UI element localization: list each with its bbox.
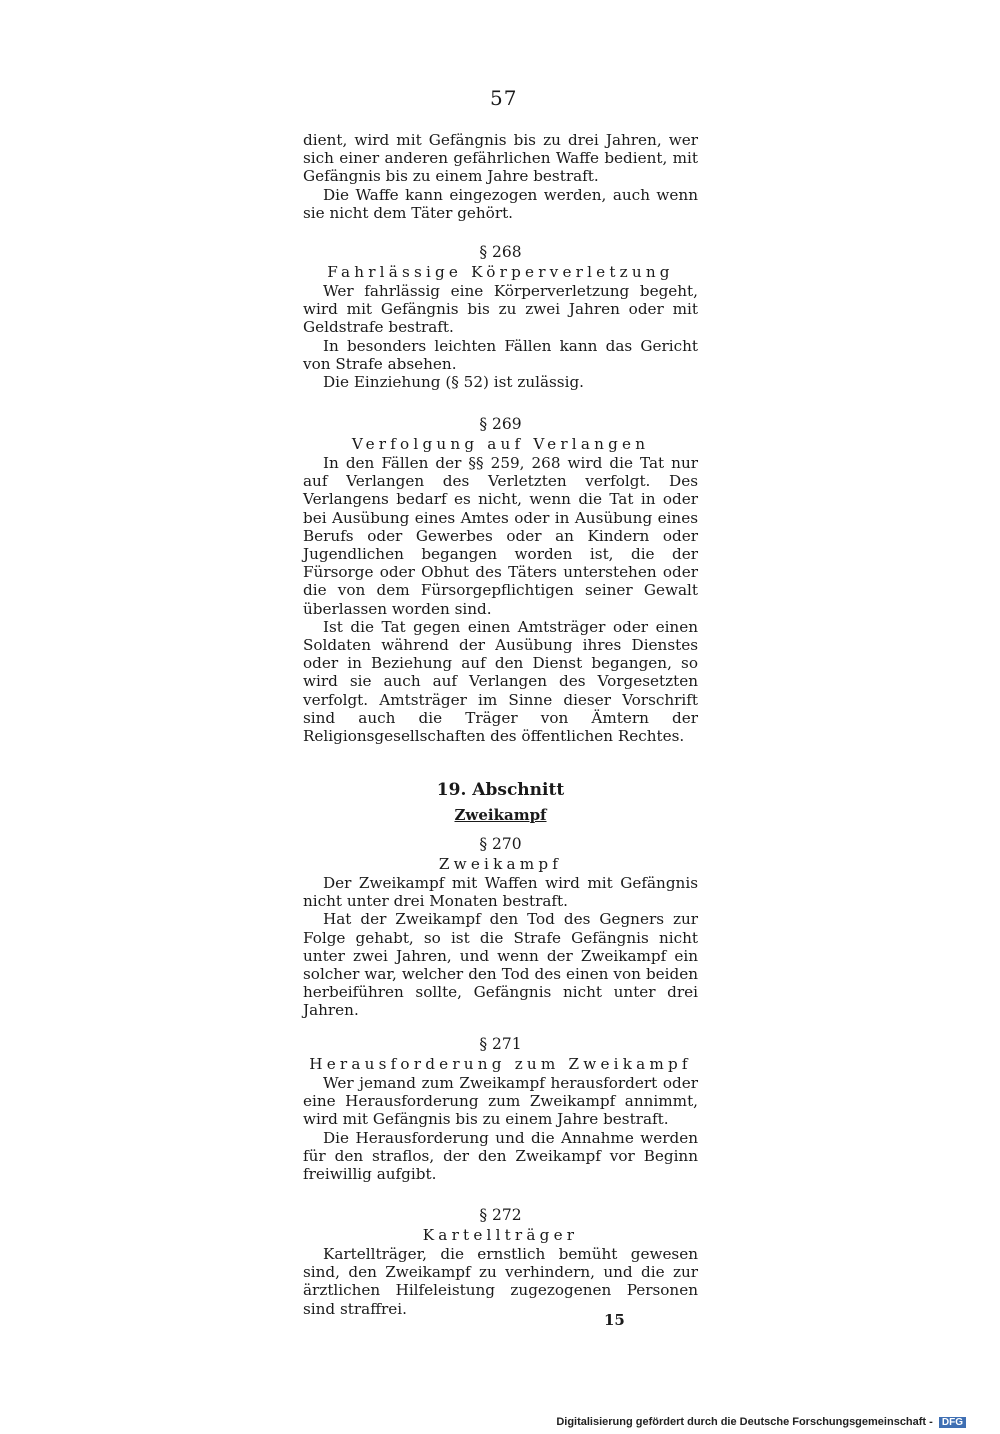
section-272 — [303, 1205, 698, 1318]
section-270 — [303, 834, 698, 1020]
footer-text: Digitalisierung gefördert durch die Deutsche Forschungsgemeinschaft - — [556, 1416, 933, 1428]
section-paragraph: Die Einziehung (§ 52) ist zulässig. — [323, 373, 585, 392]
section-number: § 271 — [479, 1035, 522, 1053]
top-fragment — [303, 131, 698, 222]
signature-mark: 15 — [604, 1311, 625, 1329]
section-title: Kartellträger — [422, 1226, 579, 1244]
fragment-paragraph: dient, wird mit Gefängnis bis zu drei Jahren, wer sich einer anderen gefährlichen Waffe bedient, mit Gefängnis bis zu einem Jahre bestraft. — [303, 131, 698, 186]
section-paragraph: Kartellträger, die ernstlich bemüht gewesen sind, den Zweikampf zu verhindern, und die zur ärztlichen Hilfeleistung zugezogenen Personen sind straffrei. — [303, 1245, 698, 1318]
section-number: § 270 — [479, 835, 522, 853]
section-paragraph: Hat der Zweikampf den Tod des Gegners zur Folge gehabt, so ist die Strafe Gefängnis nicht unter zwei Jahren, und wenn der Zweikampf ein solcher war, welcher den Tod des einen von beiden herbeiführen sollte, Gefängnis nicht unter drei Jahren. — [303, 910, 698, 1020]
section-271 — [303, 1034, 698, 1183]
section-paragraph: Ist die Tat gegen einen Amtsträger oder einen Soldaten während der Ausübung ihres Dienstes oder in Beziehung auf den Dienst begangen, so wird sie auch auf Verlangen des Vorgesetzten verfolgt. Amtsträger im Sinne dieser Vorschrift sind auch die Träger von Ämtern der Religionsgesellschaften des öffentlichen Rechtes. — [303, 617, 698, 746]
section-269 — [303, 414, 698, 745]
page-number: 57 — [490, 86, 518, 110]
section-title: Fahrlässige Körperverletzung — [327, 263, 674, 281]
chapter-subtitle: Zweikampf — [454, 806, 547, 824]
section-title: Verfolgung auf Verlangen — [351, 435, 650, 453]
section-paragraph: Wer fahrlässig eine Körperverletzung begeht, wird mit Gefängnis bis zu zwei Jahren oder mit Geldstrafe bestraft. — [303, 282, 698, 337]
section-paragraph: Die Herausforderung und die Annahme werden für den straflos, der den Zweikampf vor Beginn freiwillig aufgibt. — [303, 1128, 698, 1184]
fragment-paragraph: Die Waffe kann eingezogen werden, auch wenn sie nicht dem Täter gehört. — [303, 185, 698, 222]
section-number: § 268 — [479, 243, 522, 261]
section-title: Zweikampf — [438, 855, 563, 873]
section-paragraph: Wer jemand zum Zweikampf herausfordert oder eine Herausforderung zum Zweikampf annimmt, wird mit Gefängnis bis zu einem Jahre bestraft. — [303, 1074, 698, 1129]
section-paragraph: In besonders leichten Fällen kann das Gericht von Strafe absehen. — [303, 336, 698, 373]
dfg-logo: DFG — [939, 1417, 966, 1428]
section-paragraph: In den Fällen der §§ 259, 268 wird die Tat nur auf Verlangen des Verletzten verfolgt. Des Verlangens bedarf es nicht, wenn die Tat in oder bei Ausübung eines Amtes oder in Ausübung eines Berufs oder Gewerbes oder an Kindern oder Jugendlichen begangen worden ist, die der Fürsorge oder Obhut des Täters unterstehen oder die von dem Fürsorgepflichtigen seiner Gewalt überlassen worden sind. — [303, 454, 698, 618]
section-number: § 269 — [479, 415, 522, 433]
section-paragraph: Der Zweikampf mit Waffen wird mit Gefängnis nicht unter drei Monaten bestraft. — [303, 874, 698, 911]
chapter-title: 19. Abschnitt — [436, 780, 565, 800]
section-number: § 272 — [479, 1206, 522, 1224]
digitization-footer — [556, 1416, 966, 1428]
section-title: Herausforderung zum Zweikampf — [309, 1055, 692, 1073]
section-268 — [303, 242, 698, 391]
